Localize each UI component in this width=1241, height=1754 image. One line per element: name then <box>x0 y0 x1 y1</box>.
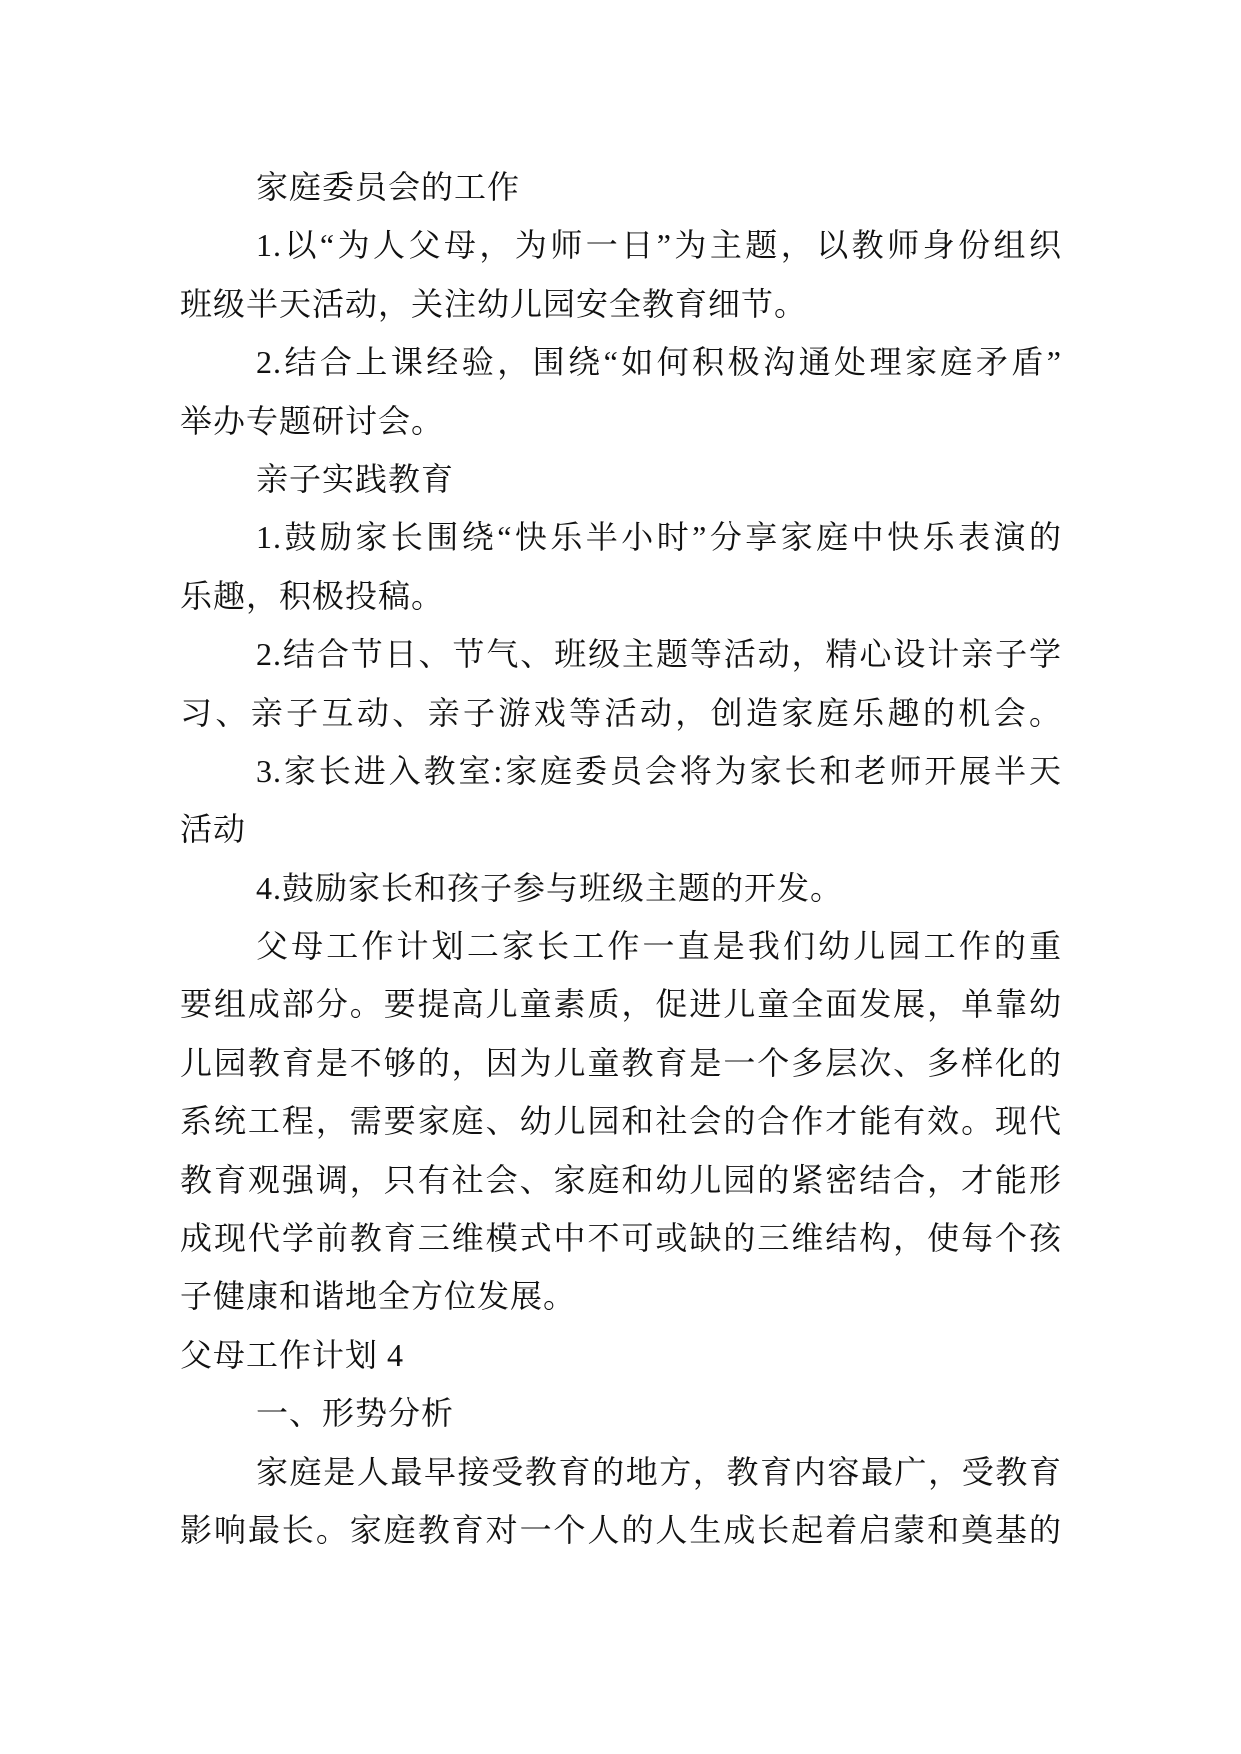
text-line: 子健康和谐地全方位发展。 <box>180 1278 577 1315</box>
text-line: 家庭委员会的工作 <box>256 169 521 205</box>
text-line: 班级半天活动，关注幼儿园安全教育细节。 <box>180 285 808 322</box>
text-line: 1.鼓励家长围绕“快乐半小时”分享家庭中快乐表演的 <box>256 519 1062 556</box>
text-line: 习、亲子互动、亲子游戏等活动，创造家庭乐趣的机会。 <box>180 694 1062 731</box>
text-line: 4.鼓励家长和孩子参与班级主题的开发。 <box>256 869 844 906</box>
text-line: 影响最长。家庭教育对一个人的人生成长起着启蒙和奠基的 <box>180 1511 1062 1548</box>
text-line: 父母工作计划二家长工作一直是我们幼儿园工作的重 <box>256 928 1062 965</box>
text-line: 家庭是人最早接受教育的地方，教育内容最广，受教育 <box>256 1453 1062 1490</box>
text-line: 儿园教育是不够的，因为儿童教育是一个多层次、多样化的 <box>180 1044 1062 1081</box>
text-line: 教育观强调，只有社会、家庭和幼儿园的紧密结合，才能形 <box>180 1161 1062 1198</box>
text-line: 成现代学前教育三维模式中不可或缺的三维结构，使每个孩 <box>180 1220 1062 1257</box>
text-line: 举办专题研讨会。 <box>180 402 445 439</box>
text-line: 1.以“为人父母，为师一日”为主题，以教师身份组织 <box>256 227 1062 264</box>
text-line: 3.家长进入教室:家庭委员会将为家长和老师开展半天 <box>256 752 1062 789</box>
text-line: 要组成部分。要提高儿童素质，促进儿童全面发展，单靠幼 <box>180 986 1062 1023</box>
text-line: 一、形势分析 <box>256 1395 455 1432</box>
text-line: 父母工作计划 4 <box>180 1336 405 1373</box>
text-line: 2.结合节日、节气、班级主题等活动，精心设计亲子学 <box>256 636 1062 673</box>
text-block <box>180 158 1062 1559</box>
text-line: 系统工程，需要家庭、幼儿园和社会的合作才能有效。现代 <box>180 1103 1062 1140</box>
text-line: 亲子实践教育 <box>256 460 455 497</box>
text-line: 活动 <box>180 811 247 848</box>
text-line: 乐趣，积极投稿。 <box>180 577 445 614</box>
text-line: 2.结合上课经验，围绕“如何积极沟通处理家庭矛盾” <box>256 344 1062 381</box>
